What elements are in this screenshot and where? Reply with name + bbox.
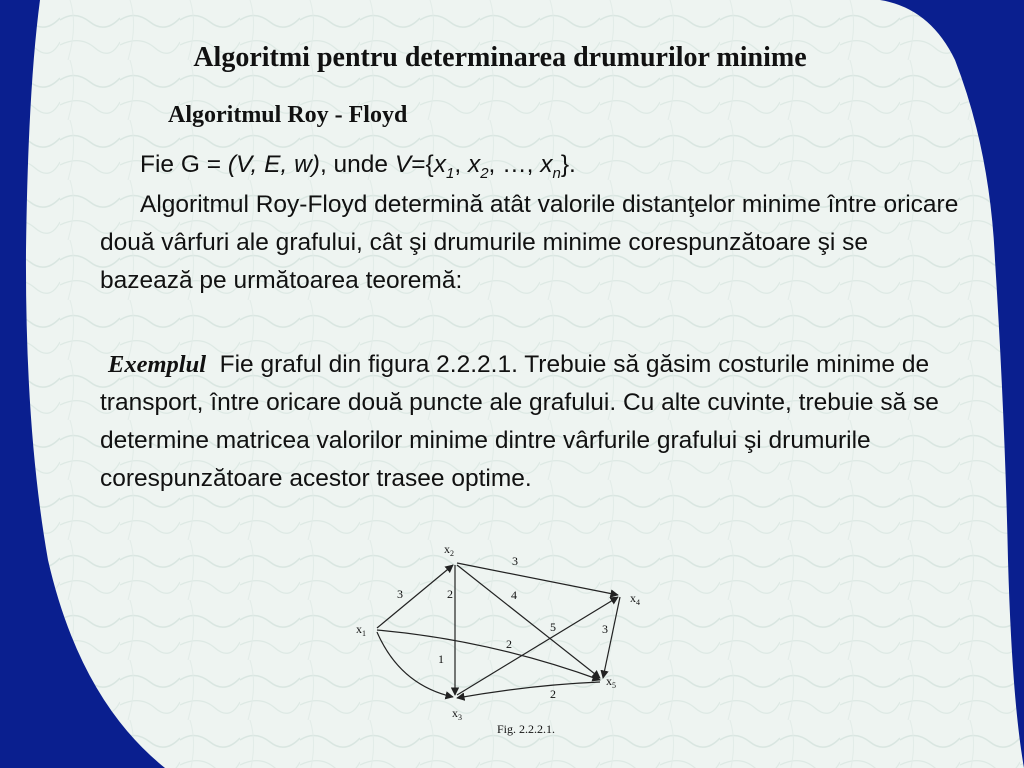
- edge-weight-x2-x5: 4: [511, 588, 517, 602]
- paragraph-algorithm: Algoritmul Roy-Floyd determină atât valorile distanţelor minime între oricare două vârfuri ale grafului, cât şi drumurile minime corespunzătoare şi se bazează pe următoarea teoremă:: [100, 191, 959, 294]
- paragraph-example: [100, 346, 960, 498]
- edge-x1-x2: [377, 565, 453, 628]
- node-label-x1: $x_1$: [356, 622, 366, 638]
- definition-set-eq: ={: [411, 151, 434, 178]
- node-subscript-x4: 4: [636, 598, 640, 607]
- edge-weight-x1-x2: 3: [397, 587, 403, 601]
- node-subscript-x2: 2: [450, 549, 454, 558]
- edge-weight-x2-x4: 3: [512, 554, 518, 568]
- node-label-x3: $x_3$: [452, 706, 462, 722]
- definition-x2: x: [467, 151, 481, 178]
- edge-weight-x4-x5: 3: [602, 622, 608, 636]
- slide-subtitle: Algoritmul Roy - Floyd: [168, 102, 408, 128]
- edge-weight-x2-x3: 2: [447, 587, 453, 601]
- definition-sub2: 2: [480, 164, 489, 182]
- edge-x5-x3: [457, 682, 600, 698]
- definition-tuple: (V, E, w): [227, 151, 320, 178]
- definition-set-name: V: [394, 151, 412, 178]
- definition-xn: x: [540, 151, 553, 178]
- definition-prefix: Fie G =: [140, 151, 228, 178]
- slide-title: Algoritmi pentru determinarea drumurilor minime: [193, 42, 807, 73]
- node-subscript-x3: 3: [458, 713, 462, 722]
- edge-x4-x5: [603, 597, 620, 678]
- node-label-x5: $x_5$: [606, 674, 616, 690]
- edge-weight-x5-x3: 2: [550, 687, 556, 701]
- definition-middle: , unde: [319, 151, 395, 178]
- definition-sub1: 1: [445, 164, 455, 182]
- example-text: Fie graful din figura 2.2.2.1. Trebuie să găsim costurile minime de transport, între oricare două puncte ale grafului. Cu alte cuvinte, trebuie să se determine matricea valorilor minime dintre vârfurile grafului şi drumurile corespunzătoare acestor trasee optime.: [100, 351, 946, 492]
- edge-weight-x1-x5: 2: [506, 637, 512, 651]
- edge-x2-x4: [457, 563, 618, 595]
- edge-weight-x3-x4: 5: [550, 620, 556, 634]
- example-label: Exemplul: [108, 351, 207, 378]
- definition-end: }.: [560, 151, 576, 178]
- definition-x1: x: [433, 151, 446, 178]
- node-label-x2: $x_2$: [444, 542, 454, 558]
- node-subscript-x1: 1: [362, 629, 366, 638]
- edge-weight-x1-x3: 1: [438, 652, 444, 666]
- edge-x1-x5: [377, 630, 600, 680]
- node-label-x4: $x_4$: [630, 591, 640, 607]
- node-subscript-x5: 5: [612, 681, 616, 690]
- figure-caption: Fig. 2.2.2.1.: [497, 722, 556, 736]
- graph-figure: [340, 535, 670, 745]
- definition-sep1: ,: [454, 151, 468, 178]
- definition-sep2: , …,: [488, 151, 541, 178]
- definition-subn: n: [552, 164, 561, 182]
